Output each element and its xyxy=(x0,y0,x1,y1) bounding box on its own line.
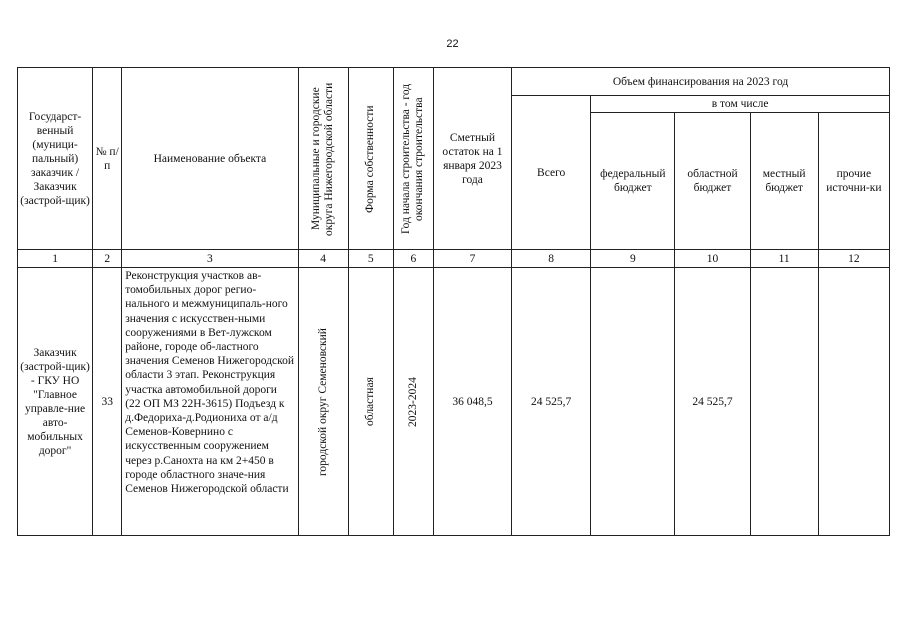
header-municipal-text: Муниципальные и городские округа Нижегородской области xyxy=(310,81,336,236)
header-object-name: Наименование объекта xyxy=(122,68,298,250)
header-federal: федеральный бюджет xyxy=(591,113,675,250)
header-ownership-text: Форма собственности xyxy=(364,104,377,213)
column-number: 9 xyxy=(591,250,675,268)
column-number: 2 xyxy=(93,250,122,268)
row-no: 33 xyxy=(93,268,122,536)
row-federal xyxy=(591,268,675,536)
row-ownership-text: областная xyxy=(364,377,377,426)
row-other xyxy=(818,268,889,536)
column-number: 4 xyxy=(298,250,348,268)
column-number: 1 xyxy=(18,250,93,268)
row-municipal-text: городской округ Семеновский xyxy=(316,327,329,476)
row-customer: Заказчик (застрой-щик) - ГКУ НО "Главное управле-ние авто-мобильных дорог" xyxy=(18,268,93,536)
column-number: 5 xyxy=(348,250,393,268)
header-customer: Государст-венный (муници-пальный) заказчик / Заказчик (застрой-щик) xyxy=(18,68,93,250)
header-including: в том числе xyxy=(591,96,890,113)
row-regional: 24 525,7 xyxy=(675,268,750,536)
row-years-text: 2023-2024 xyxy=(406,376,419,427)
row-total: 24 525,7 xyxy=(512,268,591,536)
header-ownership xyxy=(348,68,393,250)
header-total: Всего xyxy=(512,96,591,250)
financing-table xyxy=(17,67,890,536)
row-years xyxy=(393,268,433,536)
header-no: № п/п xyxy=(93,68,122,250)
header-local: местный бюджет xyxy=(750,113,818,250)
row-object-name: Реконструкция участков ав-томобильных дорог регио-нального и межмуниципаль-ного значения с искусствен-ными сооружениями в Вет-лужском районе, городе об-ластного значения Семенов Нижегородской области 3 этап. Реконструкция участка автомобильной дороги (22 ОП МЗ 22Н-3615) Подъезд к д.Федориха-д.Родиониха от а/д Семенов-Ковернино с искусственным сооружением через р.Санохта на км 2+450 в городе областного значе-ния Семенов Нижегородской области xyxy=(122,268,298,536)
header-other: прочие источни-ки xyxy=(818,113,889,250)
row-local xyxy=(750,268,818,536)
page-number: 22 xyxy=(446,38,459,50)
column-number: 10 xyxy=(675,250,750,268)
column-number: 8 xyxy=(512,250,591,268)
column-number: 7 xyxy=(433,250,511,268)
column-number: 6 xyxy=(393,250,433,268)
header-financing: Объем финансирования на 2023 год xyxy=(512,68,890,96)
row-estimate: 36 048,5 xyxy=(433,268,511,536)
header-municipal xyxy=(298,68,348,250)
header-years xyxy=(393,68,433,250)
column-number: 3 xyxy=(122,250,298,268)
table-row xyxy=(18,268,890,536)
column-number-row xyxy=(18,250,890,268)
header-regional: областной бюджет xyxy=(675,113,750,250)
column-number: 12 xyxy=(818,250,889,268)
row-ownership xyxy=(348,268,393,536)
header-estimate: Сметный остаток на 1 января 2023 года xyxy=(433,68,511,250)
row-municipal xyxy=(298,268,348,536)
column-number: 11 xyxy=(750,250,818,268)
header-years-text: Год начала строительства - год окончания строительства xyxy=(400,83,426,234)
